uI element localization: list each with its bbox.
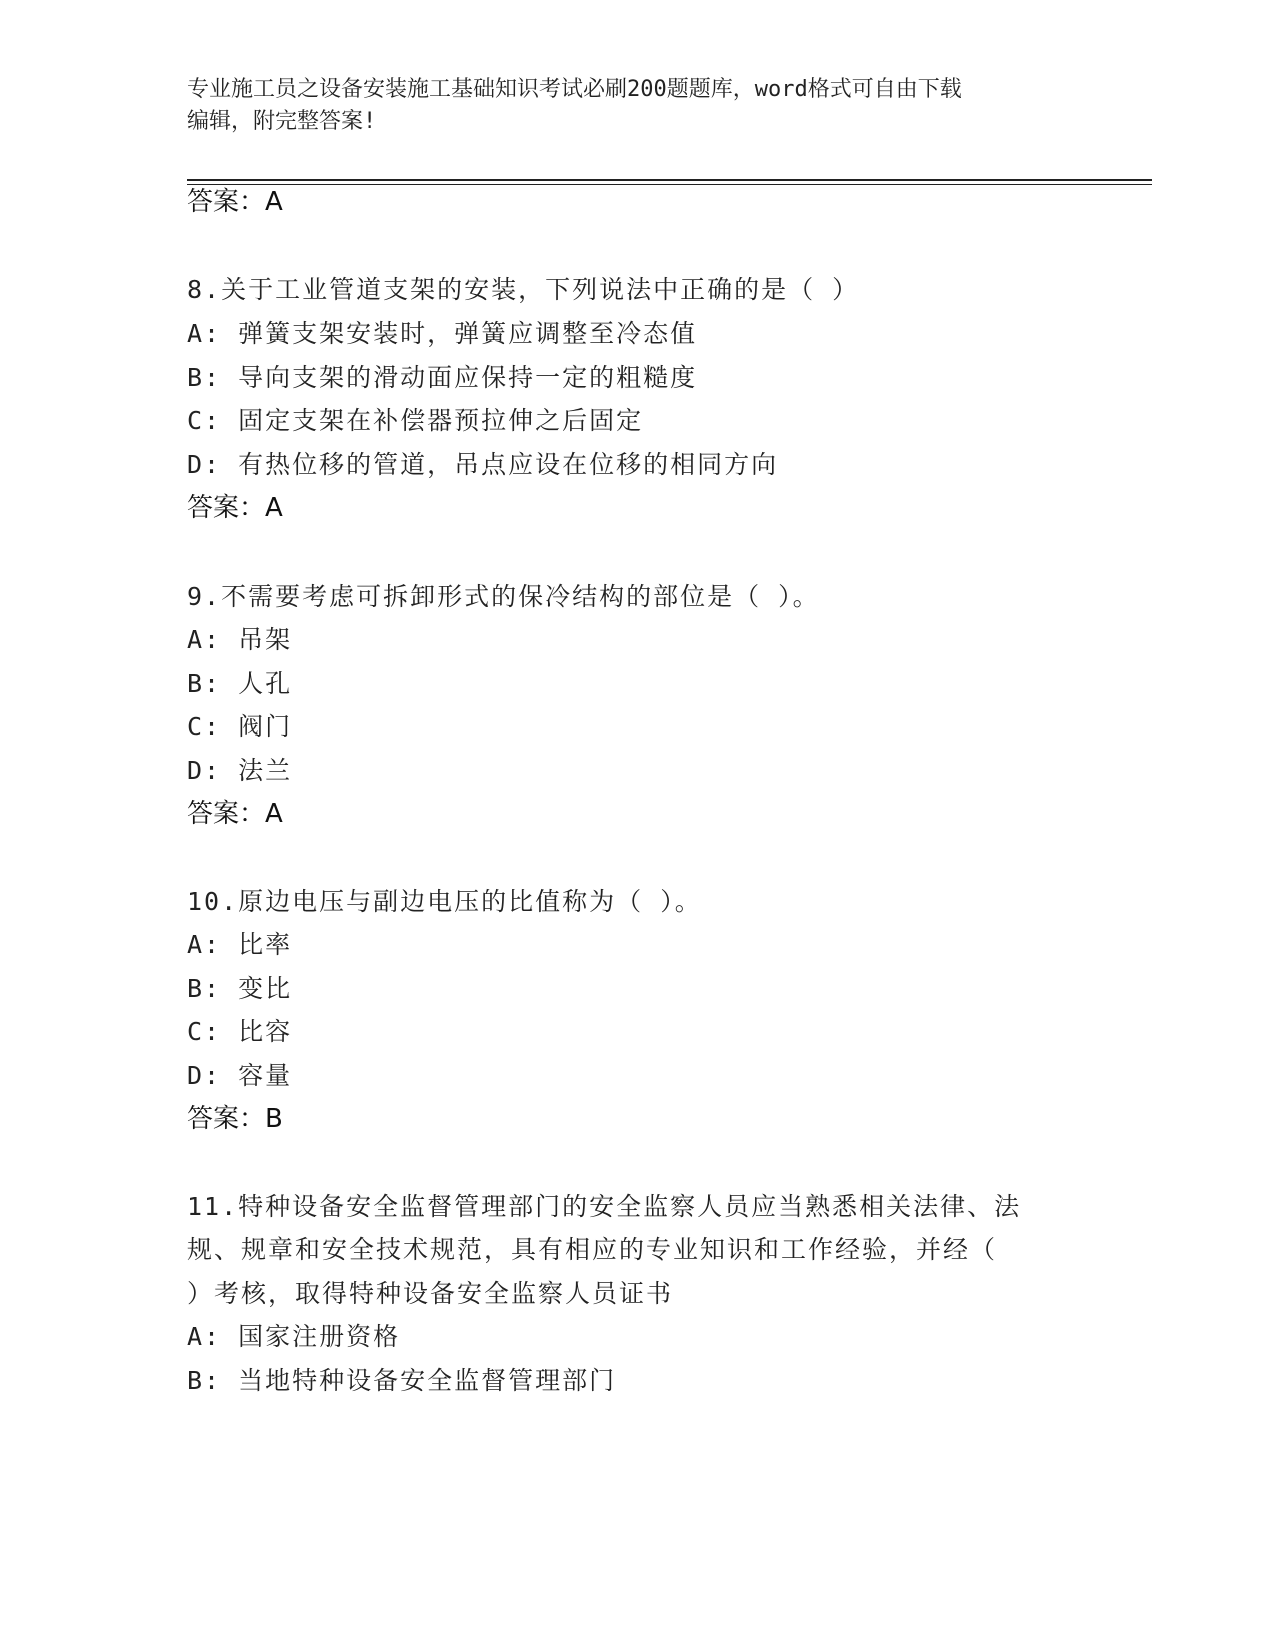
option-b: B: 导向支架的滑动面应保持一定的粗糙度 [187,363,698,392]
option-b: B: 当地特种设备安全监督管理部门 [187,1366,617,1395]
question-stem: 8.关于工业管道支架的安装，下列说法中正确的是（ ） [187,275,860,304]
header-divider-thin [187,184,1152,185]
option-c: C: 固定支架在补偿器预拉伸之后固定 [187,406,644,435]
option-a: A: 比率 [187,930,293,959]
option-c: C: 阀门 [187,712,293,741]
question-stem: 9.不需要考虑可拆卸形式的保冷结构的部位是（ ）。 [187,582,820,611]
option-d: D: 有热位移的管道，吊点应设在位移的相同方向 [187,450,779,479]
option-d: D: 法兰 [187,756,293,785]
option-a: A: 弹簧支架安装时，弹簧应调整至冷态值 [187,319,698,348]
question-stem-line-3: ）考核，取得特种设备安全监察人员证书 [187,1279,674,1308]
header-title-line-1: 专业施工员之设备安装施工基础知识考试必刷200题题库，word格式可自由下载 [187,77,962,102]
answer: 答案：B [187,1104,283,1134]
option-b: B: 人孔 [187,669,293,698]
header-title-line-2: 编辑，附完整答案! [187,109,377,134]
header-divider [187,179,1152,181]
option-a: A: 国家注册资格 [187,1322,401,1351]
option-d: D: 容量 [187,1061,293,1090]
answer: 答案：A [187,799,283,829]
page-header [187,74,1067,138]
question-stem-line-1: 11.特种设备安全监督管理部门的安全监察人员应当熟悉相关法律、法 [187,1192,1022,1221]
question-stem-line-2: 规、规章和安全技术规范，具有相应的专业知识和工作经验，并经（ [187,1235,998,1264]
option-a: A: 吊架 [187,625,293,654]
option-b: B: 变比 [187,974,293,1003]
answer-previous: 答案：A [187,187,283,217]
question-stem: 10.原边电压与副边电压的比值称为（ ）。 [187,887,702,916]
option-c: C: 比容 [187,1017,293,1046]
answer: 答案：A [187,493,283,523]
